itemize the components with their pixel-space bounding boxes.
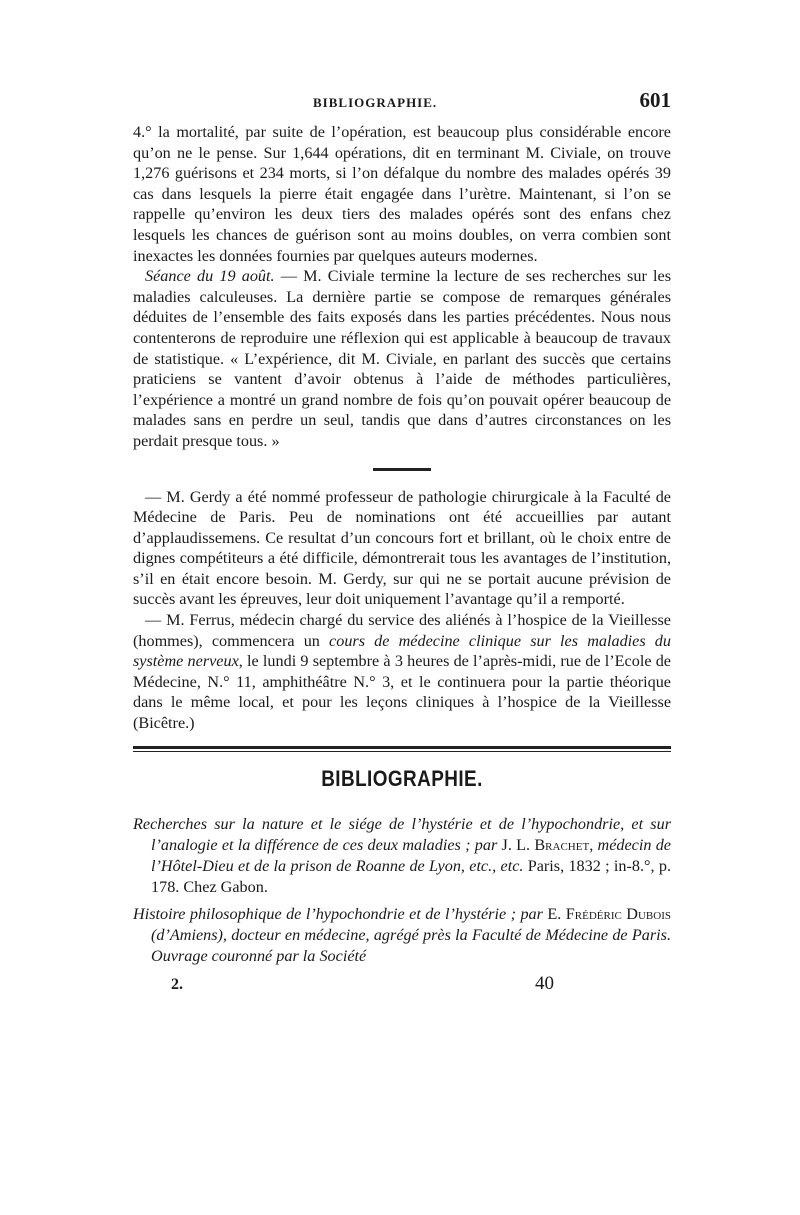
section-divider bbox=[373, 468, 431, 471]
running-title: BIBLIOGRAPHIE. bbox=[313, 95, 438, 110]
bibliography-entry bbox=[133, 814, 671, 898]
sheet-folio: 40 bbox=[535, 972, 554, 994]
running-head bbox=[133, 88, 671, 122]
ferrus-course: cours de médecine clinique sur les maladies du système nerveux bbox=[133, 631, 671, 671]
paragraph-ferrus bbox=[133, 610, 671, 734]
double-rule-thick bbox=[133, 746, 671, 749]
entry-role: (d’Amiens), docteur en médecine, agrégé près la Faculté de Médecine de Paris. Ouvrage couronné par la Société bbox=[151, 925, 671, 965]
section-heading: BIBLIOGRAPHIE. bbox=[321, 765, 483, 791]
seance-date: Séance du 19 août. bbox=[145, 267, 275, 286]
double-rule-thin bbox=[133, 751, 671, 752]
ferrus-text-2: , le lundi 9 septembre à 3 heures de l’après-midi, rue de l’Ecole de Médecine, N.° 11, amphithéâtre N.° 3, et le continuera pour la partie théorique dans le même local, et pour les leçons cliniques à l’hospice de la Vieillesse (Bicêtre.) bbox=[133, 652, 671, 733]
double-rule-divider bbox=[133, 746, 671, 752]
seance-text: — M. Civiale termine la lecture de ses recherches sur les maladies calculeuses. La dernière partie se compose de remarques générales déduites de l’ensemble des faits exposés dans les parties précédentes. Nous nous contenterons de reproduire une réflexion qui est applicable à beaucoup de travaux de statistique. « L’expérience, dit M. Civiale, en parlant des succès que certains praticiens se vantent d’avoir obtenus à l’aide de méthodes particulières, l’expérience a montré un grand nombre de fois qu’on pouvait opérer beaucoup de malades sans en perdre un seul, tandis que dans d’autres circonstances on les perdait presque tous. » bbox=[133, 267, 671, 450]
page-number: 601 bbox=[639, 88, 671, 112]
entry-title: Recherches sur la nature et le siége de l’hystérie et de l’hypochondrie, et sur l’analogie et la différence de ces deux maladies ; par bbox=[133, 814, 671, 854]
ferrus-text-1: — M. Ferrus, médecin chargé du service des aliénés à l’hospice de la Vieillesse (hommes), commencera un bbox=[133, 611, 671, 650]
paragraph-gerdy: — M. Gerdy a été nommé professeur de pathologie chirurgicale à la Faculté de Médecine de Paris. Peu de nominations ont été accueillies par autant d’applaudissemens. Ce resultat d’un concours fort et brillant, où le choix entre de dignes compétiteurs a été difficile, démontrerait tous les avantages de l’institution, s’il en était encore besoin. M. Gerdy, sur qui ne se portait aucune prévision de succès avant les épreuves, leur doit uniquement l’avantage qu’il a remporté. bbox=[133, 487, 671, 609]
entry-title: Histoire philosophique de l’hypochondrie et de l’hystérie ; par bbox=[133, 904, 543, 923]
bibliography-entry bbox=[133, 904, 671, 967]
entry-author: J. L. Brachet bbox=[501, 835, 590, 854]
page-footer bbox=[133, 973, 671, 995]
paragraph-seance bbox=[133, 266, 671, 451]
entry-publication: Paris, 1832 ; in-8.°, p. 178. Chez Gabon. bbox=[151, 856, 671, 896]
book-page bbox=[133, 88, 671, 995]
paragraph-mortality: 4.° la mortalité, par suite de l’opération, est beaucoup plus considérable encore qu’on ne le pense. Sur 1,644 opérations, dit en terminant M. Civiale, on trouve 1,276 guérisons et 234 morts, si l’on défalque du nombre des malades opérés 39 cas dans lesquels la pierre était engagée dans l’urètre. Maintenant, si l’on se rappelle qu’environ les deux tiers des malades opérés sont des enfans chez lesquels les chances de guérison sont au moins doubles, on verra combien sont inexactes les données fournies par quelques auteurs modernes. bbox=[133, 123, 671, 265]
entry-role: , médecin de l’Hôtel-Dieu et de la prison de Roanne de Lyon, etc., etc. bbox=[151, 835, 671, 875]
entry-author: E. Frédéric Dubois bbox=[547, 904, 671, 923]
signature-mark: 2. bbox=[171, 975, 183, 993]
